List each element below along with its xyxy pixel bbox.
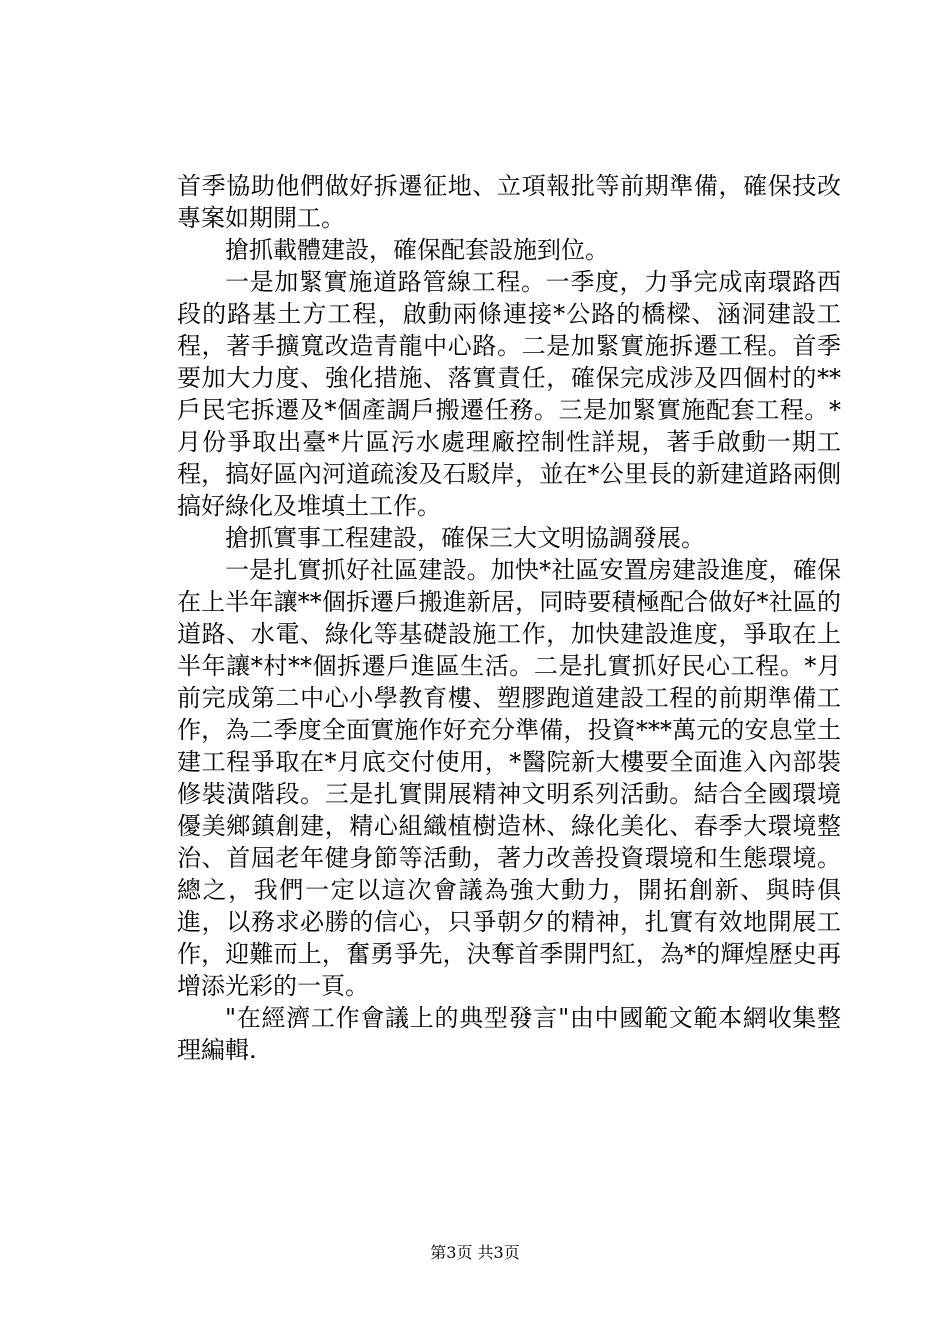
paragraph-continuation: 首季協助他們做好拆遷征地、立項報批等前期準備，確保技改專案如期開工。 [177, 172, 841, 232]
paragraph-heading-practical: 搶抓實事工程建設，確保三大文明協調發展。 [225, 524, 705, 552]
paragraph-source-note: "在經濟工作會議上的典型發言"由中國範文範本網收集整理編輯. [177, 1004, 841, 1064]
document-body [177, 170, 841, 1066]
paragraph-heading-carrier: 搶抓載體建設，確保配套設施到位。 [225, 236, 609, 264]
paragraph-carrier-details: 一是加緊實施道路管線工程。一季度，力爭完成南環路西段的路基土方工程，啟動兩條連接*公路的橋樑、涵洞建設工程，著手擴寬改造青龍中心路。二是加緊實施拆遷工程。首季要加大力度、強化措施、落實責任，確保完成涉及四個村的**戶民宅拆遷及*個產調戶搬遷任務。三是加緊實施配套工程。*月份爭取出臺*片區污水處理廠控制性詳規，著手啟動一期工程，搞好區內河道疏浚及石駁岸，並在*公里長的新建道路兩側搞好綠化及堆填土工作。 [177, 268, 841, 520]
paragraph-practical-details: 一是扎實抓好社區建設。加快*社區安置房建設進度，確保在上半年讓**個拆遷戶搬進新居，同時要積極配合做好*社區的道路、水電、綠化等基礎設施工作，加快建設進度，爭取在上半年讓*村**個拆遷戶進區生活。二是扎實抓好民心工程。*月前完成第二中心小學教育樓、塑膠跑道建設工程的前期準備工作，為二季度全面實施作好充分準備，投資***萬元的安息堂土建工程爭取在*月底交付使用，*醫院新大樓要全面進入內部裝修裝潢階段。三是扎實開展精神文明系列活動。結合全國環境優美鄉鎮創建，精心組織植樹造林、綠化美化、春季大環境整治、首屆老年健身節等活動，著力改善投資環境和生態環境。總之，我們一定以這次會議為強大動力，開拓創新、與時俱進，以務求必勝的信心，只爭朝夕的精神，扎實有效地開展工作，迎難而上，奮勇爭先，決奪首季開門紅，為*的輝煌歷史再增添光彩的一頁。 [177, 556, 841, 1000]
page-number-footer: 第3页 共3页 [430, 1243, 520, 1262]
